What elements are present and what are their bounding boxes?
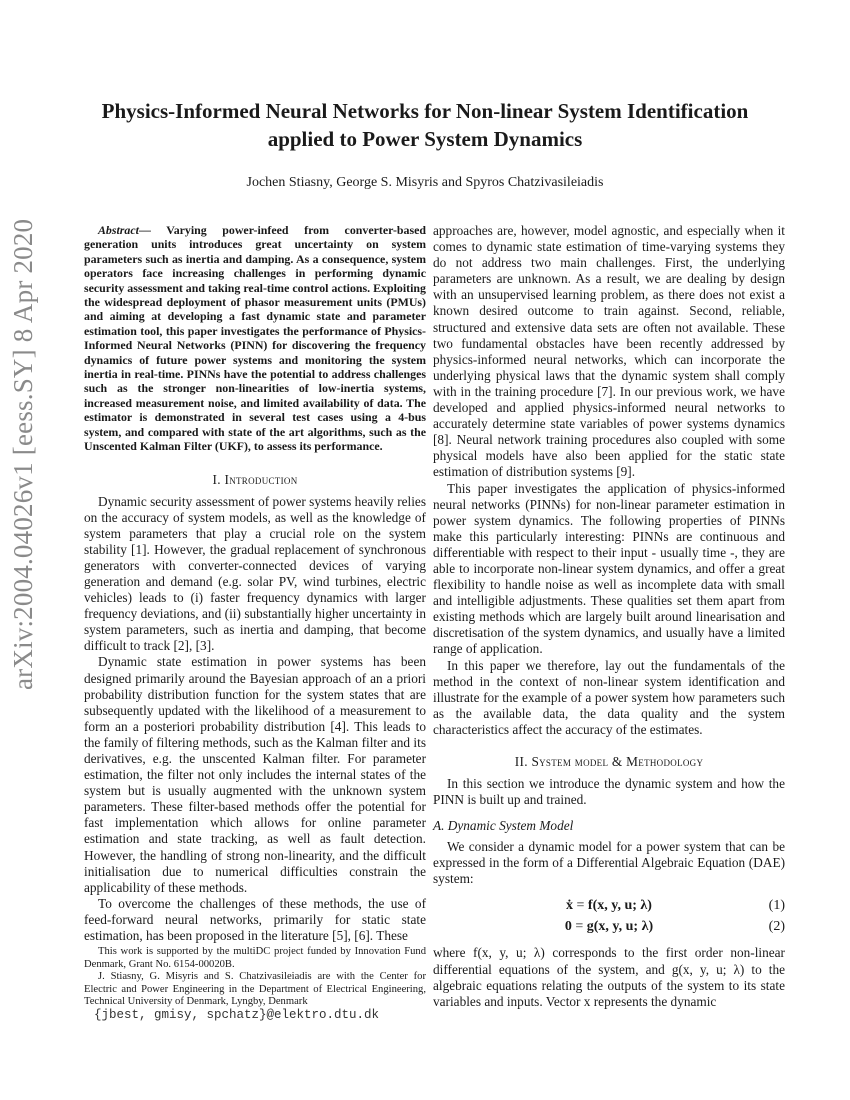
intro-paragraph-2: Dynamic state estimation in power systems has been designed primarily around the Bayesian approach of an a priori probability distribution function for the system states that are subsequently updated with the likelihood of a measurement to form an a posteriori probability distribution [4]. This leads to the family of filtering methods, such as the Kalman filter and its derivatives, e.g. the unscented Kalman filter. For parameter estimation, the filter not only includes the internal states of the system but is usually augmented with the unknown system parameters. These filter-based methods offer the potential for fast implementation which allows for online parameter estimation and state tracking, as well as fault detection. However, the handling of strong non-linearity, and the difficult initialisation due to numerical difficulties constrain the applicability of these methods. [84,654,426,895]
equation-1-rhs: f(x, y, u; λ) [587,897,652,913]
dae-explanation-paragraph: where f(x, y, u; λ) corresponds to the first order non-linear differential equations of the system, and g(x, y, u; λ) to the algebraic equations relating the outputs of the system to its state variables and inputs. Vector x represents the dynamic [433,945,785,1009]
section-heading-introduction: I. Introduction [212,471,298,487]
footnote-emails: {jbest, gmisy, spchatz}@elektro.dtu.dk [94,1007,380,1022]
equation-block [433,895,785,937]
right-column [433,223,785,1010]
section-heading-methodology: II. System model & Methodology [514,754,704,769]
equation-1-number: (1) [768,897,785,913]
equation-2-lhs: 0 [564,918,572,934]
paper-title [40,97,810,153]
intro-paragraph-3: To overcome the challenges of these methods, the use of feed-forward neural networks, primarily for static state estimation, has been proposed in the literature [5], [6]. These [84,895,426,944]
abstract [84,223,426,454]
paper-title-line-2: applied to Power System Dynamics [267,127,583,151]
paper-title-line-1: Physics-Informed Neural Networks for Non-linear System Identification [101,99,749,123]
left-column [84,223,426,944]
footnote-affiliation: J. Stiasny, G. Misyris and S. Chatzivasileiadis are with the Center for Electric and Power Engineering in the Department of Electrical Engineering, Technical University of Denmark, Lyngby, Denmark [84,971,426,1008]
intro-paragraph-5: In this paper we therefore, lay out the fundamentals of the method in the context of non-linear system identification and illustrate for the example of a power system how parameters such as the available data, the data quality and the system characteristics affect the accuracy of the estimates. [433,657,785,737]
footnote-funding: This work is supported by the multiDC project funded by Innovation Fund Denmark, Grant No. 6154-00020B. [84,946,426,970]
methodology-intro: In this section we introduce the dynamic system and how the PINN is built up and trained. [433,776,785,808]
dae-intro-paragraph: We consider a dynamic model for a power system that can be expressed in the form of a Differential Algebraic Equation (DAE) system: [433,839,785,887]
equation-2-rhs: g(x, y, u; λ) [586,918,654,934]
abstract-dash: — [138,223,167,237]
equation-1-lhs: ẋ [566,897,574,913]
equation-2: 0 = g(x, y, u; λ) (2) [564,918,785,934]
intro-paragraph-4: This paper investigates the application of physics-informed neural networks (PINNs) for non-linear parameter estimation in power system dynamics. The following properties of PINNs make this particularly interesting: PINNs are continuous and differentiable with respect to their input - usually time -, they are able to incorporate non-linear system dynamics, and offer a great flexibility to handle noise as well as incomplete data with small and intelligible adjustments. These qualities set them apart from existing methods which are largely built around linearisation and discretisation of the system dynamics, and usually have a limited range of application. [433,480,785,657]
footnotes [84,946,426,1022]
author-list: Jochen Stiasny, George S. Misyris and Spyros Chatzivasileiadis [246,175,604,190]
abstract-text: Varying power-infeed from converter-based generation units introduces great uncertainty on system parameters such as inertia and damping. As a consequence, system operators face increasing challenges in performing dynamic security assessment and taking real-time control actions. Exploiting the widespread deployment of phasor measurement units (PMUs) and aiming at developing a fast dynamic state and parameter estimation tool, this paper investigates the performance of Physics-Informed Neural Networks (PINN) for discovering the frequency dynamics of future power systems and monitoring the system inertia in real-time. PINNs have the potential to address challenges such as the stronger non-linearities of low-inertia systems, increased measurement noise, and limited availability of data. The estimator is demonstrated in several test cases using a 4-bus system, and compared with state of the art algorithms, such as the Unscented Kalman Filter (UKF), to assess its performance. [84,223,426,454]
arxiv-identifier-stamp: arXiv:2004.04026v1 [eess.SY] 8 Apr 2020 [8,218,38,690]
equation-2-number: (2) [768,918,785,934]
intro-paragraph-1: Dynamic security assessment of power systems heavily relies on the accuracy of system models, as well as the knowledge of system parameters that play a crucial role on the system stability [1]. However, the gradual replacement of synchronous generators with converter-connected devices of varying generation and demand (e.g. solar PV, wind turbines, electric vehicles) leads to (i) faster frequency dynamics with larger frequency deviations, and (ii) substantially higher uncertainty in system parameters, such as inertia and damping, that become difficult to track [2], [3]. [84,493,426,654]
equation-1: ẋ = f(x, y, u; λ) (1) [566,897,785,913]
intro-paragraph-3-continued: approaches are, however, model agnostic, and especially when it comes to dynamic state estimation of time-varying systems they do not address two main challenges. First, the underlying parameters are unknown. As a result, we are dealing by design with an unsupervised learning problem, as there does not exist a known desired outcome to train against. Second, reliable, structured and extensive data sets are often not available. These two fundamental obstacles have been recently addressed by physics-informed neural networks, which can incorporate the underlying physical laws that the dynamic system shall comply with in the training procedure [7]. In our previous work, we have developed and applied physics-informed neural networks to accurately determine state variables of power systems dynamics [8]. Neural network training procedures also coupled with some physical models have also been applied for the static state estimation of distribution systems [9]. [433,223,785,480]
subsection-heading-dynamic-system-model: A. Dynamic System Model [433,818,574,834]
abstract-label: Abstract [98,223,139,237]
